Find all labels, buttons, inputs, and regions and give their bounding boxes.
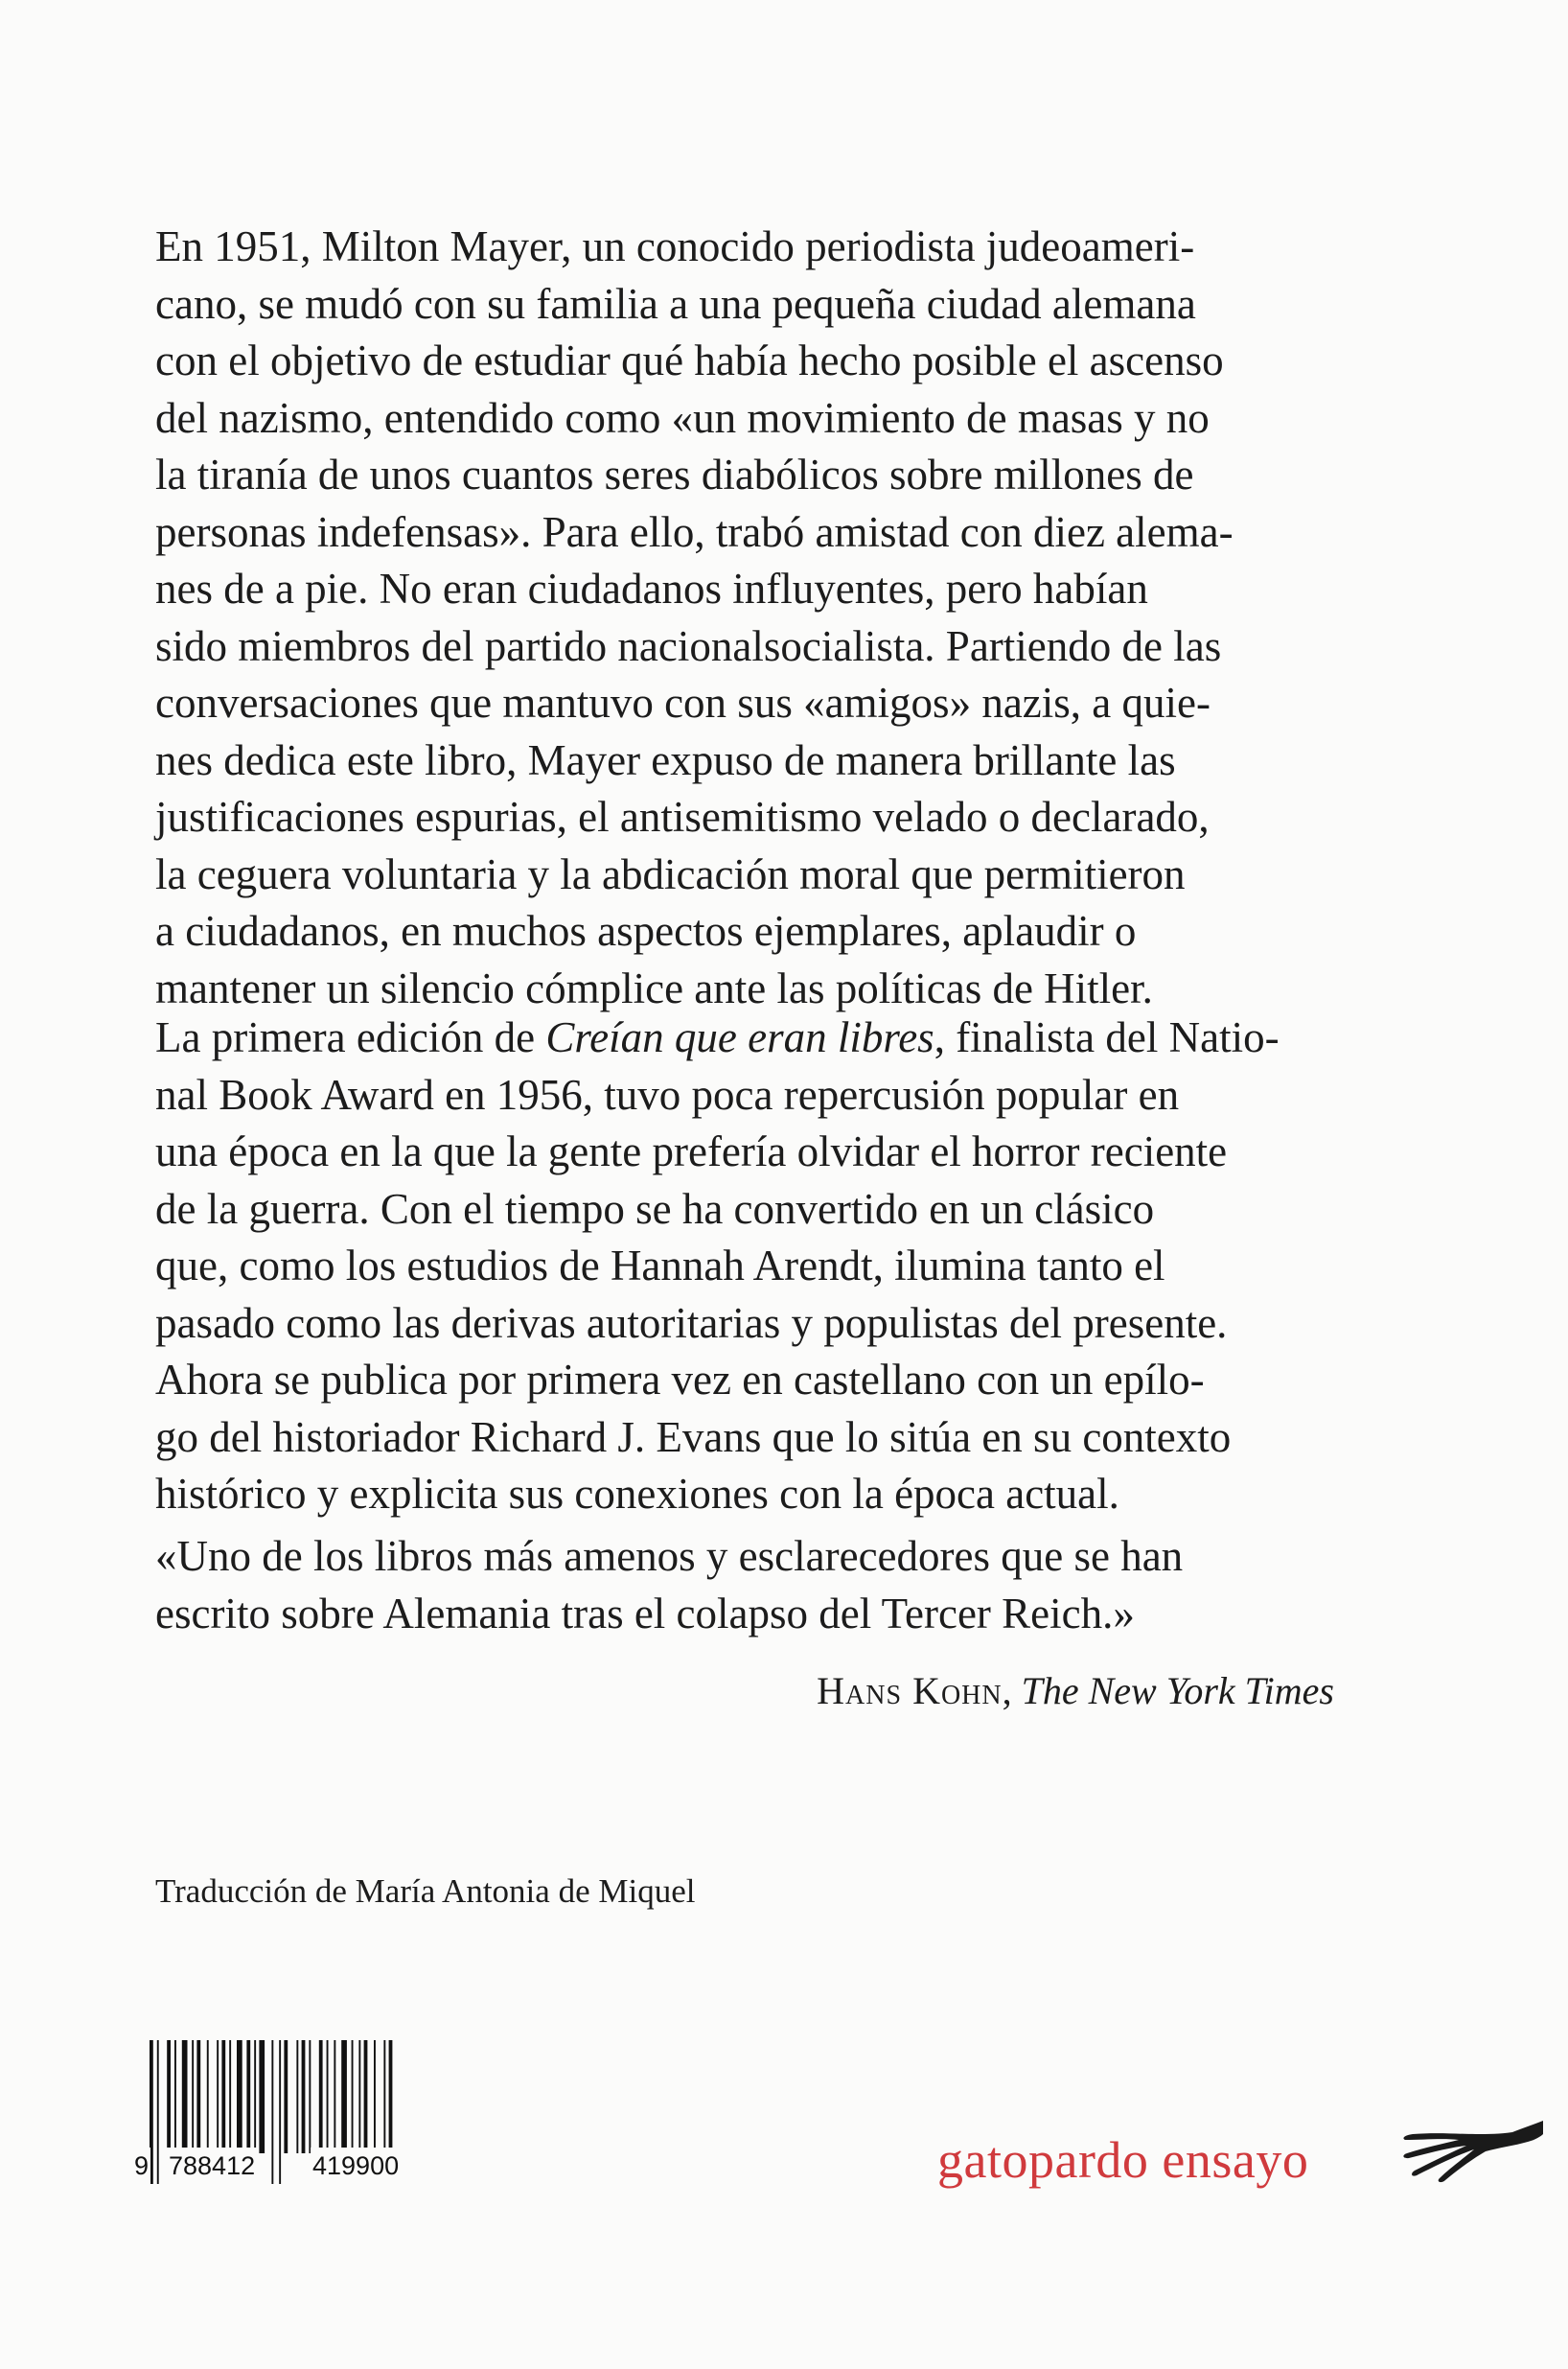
gatopardo-hand-logo-icon (1399, 2117, 1543, 2194)
text-line: nes de a pie. No eran ciudadanos influyentes, pero habían (155, 565, 1148, 613)
barcode-bar (167, 2040, 171, 2153)
barcode-bar (296, 2040, 298, 2153)
text-line: nes dedica este libro, Mayer expuso de manera brillante las (155, 735, 1176, 784)
barcode-bar (229, 2040, 231, 2153)
barcode-bar (358, 2040, 360, 2153)
barcode-left-digits: 788412 (167, 2148, 257, 2184)
text-fragment: La primera edición de (155, 1013, 546, 1061)
quote-author: Hans Kohn (817, 1669, 1003, 1712)
barcode-bar (217, 2040, 219, 2153)
barcode-bar (309, 2040, 311, 2153)
text-line: cano, se mudó con su familia a una pequeña ciudad alemana (155, 279, 1196, 328)
publisher-imprint: gatopardo ensayo (937, 2131, 1309, 2189)
barcode-bar (364, 2040, 368, 2153)
text-line: del nazismo, entendido como «un movimiento de masas y no (155, 393, 1210, 442)
barcode-bar (327, 2040, 329, 2153)
text-line: la tiranía de unos cuantos seres diabólicos sobre millones de (155, 451, 1194, 499)
text-line: mantener un silencio cómplice ante las políticas de Hitler. (155, 964, 1153, 1012)
text-line: con el objetivo de estudiar qué había hecho posible el ascenso (155, 337, 1224, 384)
text-line: Ahora se publica por primera vez en castellano con un epílo- (155, 1356, 1205, 1404)
book-title: Creían que eran libres (545, 1013, 934, 1061)
barcode-bar (352, 2040, 354, 2153)
text-line: conversaciones que mantuvo con sus «amigos» nazis, a quie- (155, 679, 1211, 727)
text-line: histórico y explicita sus conexiones con la época actual. (155, 1470, 1119, 1518)
text-line: una época en la que la gente prefería olvidar el horror reciente (155, 1127, 1228, 1175)
text-line: justificaciones espurias, el antisemitismo velado o declarado, (155, 793, 1210, 841)
barcode-digits (132, 2148, 458, 2184)
text-line: a ciudadanos, en muchos aspectos ejemplares, aplaudir o (155, 907, 1137, 955)
review-quote (155, 1528, 1183, 1642)
isbn-barcode (132, 2040, 458, 2184)
barcode-bar (221, 2040, 225, 2153)
translator-credit: Traducción de María Antonia de Miquel (155, 1872, 696, 1910)
text-line: que, como los estudios de Hannah Arendt, ilumina tanto el (155, 1242, 1165, 1289)
barcode-bar (259, 2040, 265, 2153)
barcode-bar (192, 2040, 194, 2153)
blurb-paragraph-1 (155, 219, 1234, 1017)
barcode-bar (254, 2040, 256, 2153)
blurb-paragraph-2 (155, 1010, 1280, 1523)
text-fragment: , finalista del Natio- (934, 1013, 1280, 1061)
text-line: sido miembros del partido nacionalsocialista. Partiendo de las (155, 621, 1222, 670)
barcode-bar (237, 2040, 242, 2153)
text-line: de la guerra. Con el tiempo se ha convertido en un clásico (155, 1184, 1155, 1233)
barcode-bar (182, 2040, 188, 2153)
text-line: En 1951, Milton Mayer, un conocido periodista judeoameri- (155, 222, 1195, 270)
text-line: nal Book Award en 1956, tuvo poca repercusión popular en (155, 1070, 1180, 1119)
barcode-bar (319, 2040, 323, 2153)
text-line: go del historiador Richard J. Evans que lo sitúa en su contexto (155, 1412, 1232, 1461)
barcode-bar (341, 2040, 347, 2153)
barcode-bar (334, 2040, 335, 2153)
quote-source: The New York Times (1021, 1669, 1334, 1712)
barcode-bar (174, 2040, 176, 2153)
barcode-bar (284, 2040, 288, 2153)
text-line: personas indefensas». Para ello, trabó amistad con diez alema- (155, 507, 1234, 556)
text-line: escrito sobre Alemania tras el colapso del Tercer Reich.» (155, 1589, 1135, 1637)
barcode-bar (302, 2040, 306, 2153)
barcode-bar (374, 2040, 376, 2153)
barcode-bar (196, 2040, 200, 2153)
text-line: pasado como las derivas autoritarias y populistas del presente. (155, 1298, 1228, 1347)
quote-attribution (155, 1666, 1334, 1716)
barcode-lead-digit: 9 (132, 2148, 150, 2184)
barcode-bar (207, 2040, 209, 2153)
barcode-right-digits: 419900 (311, 2148, 401, 2184)
text-line: la ceguera voluntaria y la abdicación moral que permitieron (155, 849, 1186, 898)
text-line: «Uno de los libros más amenos y esclarecedores que se han (155, 1532, 1184, 1580)
barcode-bar (246, 2040, 250, 2153)
text-line (155, 1010, 1280, 1067)
attribution-separator: , (1002, 1669, 1022, 1712)
